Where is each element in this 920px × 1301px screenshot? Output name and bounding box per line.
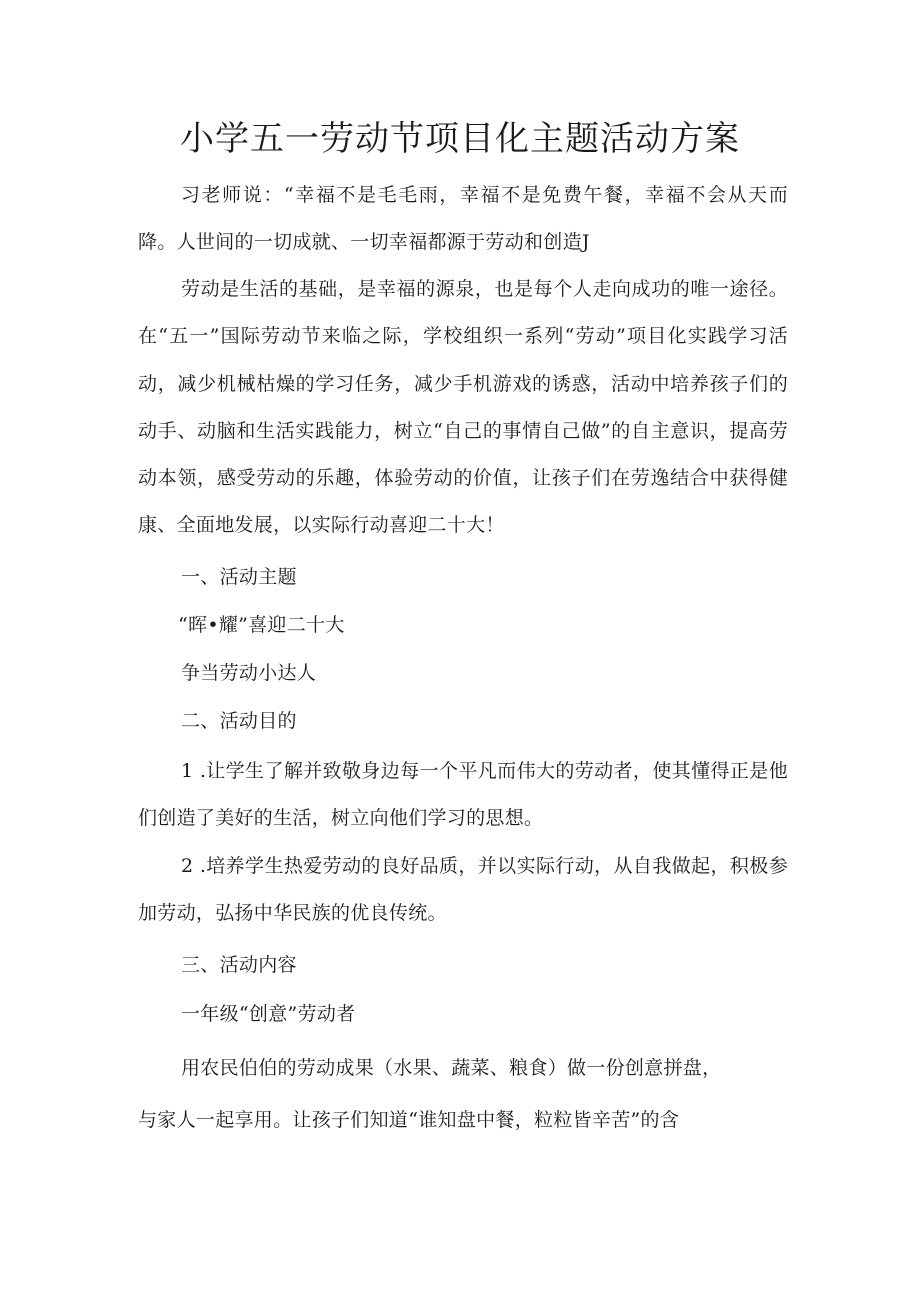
theme-line-1: “晖•耀”喜迎二十大 [178,614,345,636]
quote-paragraph: 习老师说：“幸福不是毛毛雨，幸福不是免费午餐，幸福不会从天而降。人世间的一切成就、一切幸福都源于劳动和创造J [138,184,788,254]
purpose-item-2: 2 .培养学生热爱劳动的良好品质，并以实际行动，从自我做起，积极参加劳动，弘扬中华民族的优良传统。 [138,855,788,925]
heading-theme: 一、活动主题 [181,566,297,588]
intro-paragraph: 劳动是生活的基础，是幸福的源泉，也是每个人走向成功的唯一途径。在“五一”国际劳动节来临之际，学校组织一系列“劳动”项目化实践学习活动，减少机械枯燥的学习任务，减少手机游戏的诱惑，活动中培养孩子们的动手、动脑和生活实践能力，树立“自己的事情自己做”的自主意识，提高劳动本领，感受劳动的乐趣，体验劳动的价值，让孩子们在劳逸结合中获得健康、全面地发展，以实际行动喜迎二十大！ [138,278,788,537]
theme-line-2: 争当劳动小达人 [181,662,317,684]
purpose-item-1: 1 .让学生了解并致敬身边每一个平凡而伟大的劳动者，使其懂得正是他们创造了美好的生活，树立向他们学习的思想。 [138,760,788,830]
grade1-title: 一年级“创意”劳动者 [181,1003,356,1025]
document-title: 小学五一劳动节项目化主题活动方案 [180,119,740,159]
heading-purpose: 二、活动目的 [181,710,297,732]
heading-content: 三、活动内容 [181,954,297,976]
grade1-text-line-1: 用农民伯伯的劳动成果（水果、蔬菜、粮食）做一份创意拼盘， [181,1057,722,1079]
grade1-text-line-2: 与家人一起享用。让孩子们知道“谁知盘中餐，粒粒皆辛苦”的含 [138,1109,680,1131]
